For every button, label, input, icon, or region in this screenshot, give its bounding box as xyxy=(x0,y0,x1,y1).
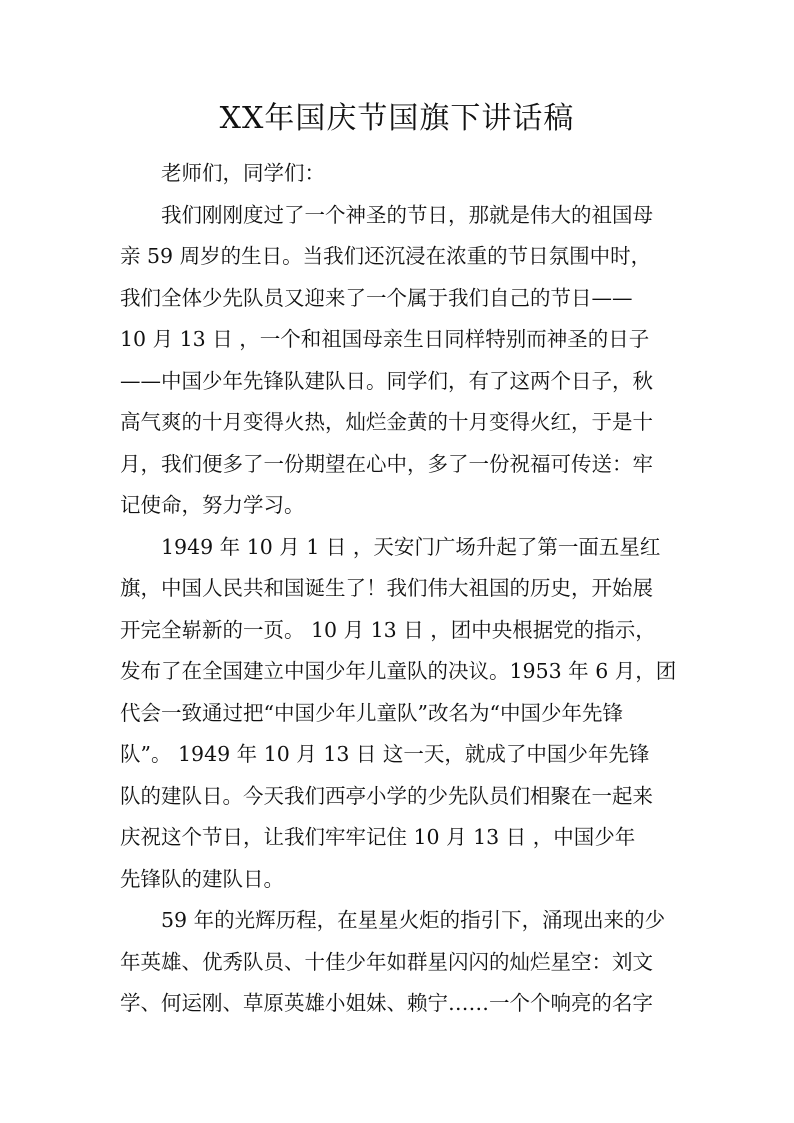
document-body xyxy=(120,153,676,1025)
document-title: XX年国庆节国旗下讲话稿 xyxy=(219,101,575,136)
text-line: 我们全体少先队员又迎来了一个属于我们自己的节日—— xyxy=(120,285,633,310)
text-line: 学、何运刚、草原英雄小姐妹、赖宁……一个个响亮的名字 xyxy=(120,991,653,1015)
text-line: 10 月 13 日 ，一个和祖国母亲生日同样特别而神圣的日子 xyxy=(120,327,650,351)
text-line: 亲 59 周岁的生日。当我们还沉浸在浓重的节日氛围中时， xyxy=(120,244,652,268)
text-line: 庆祝这个节日，让我们牢牢记住 10 月 13 日 ，中国少年 xyxy=(120,825,636,849)
text-line: 队”。 1949 年 10 月 13 日 这一天，就成了中国少年先锋 xyxy=(120,742,650,766)
text-line: 年英雄、优秀队员、十佳少年如群星闪闪的灿烂星空：刘文 xyxy=(120,949,653,974)
text-line: 老师们，同学们： xyxy=(161,161,325,185)
text-line: 队的建队日。今天我们西亭小学的少先队员们相聚在一起来 xyxy=(120,783,653,808)
text-line: 月，我们便多了一份期望在心中，多了一份祝福可传送：牢 xyxy=(120,451,653,476)
text-line: 代会一致通过把“中国少年儿童队”改名为“中国少年先锋 xyxy=(120,700,623,725)
text-line: 我们刚刚度过了一个神圣的节日，那就是伟大的祖国母 xyxy=(161,202,653,227)
text-line: 记使命，努力学习。 xyxy=(120,493,305,517)
text-line: 先锋队的建队日。 xyxy=(120,866,284,891)
text-line: 59 年的光辉历程，在星星火炬的指引下，涌现出来的少 xyxy=(161,908,666,932)
text-line: ——中国少年先锋队建队日。同学们，有了这两个日子，秋 xyxy=(120,368,653,393)
text-line: 开完全崭新的一页。 10 月 13 日 ，团中央根据党的指示， xyxy=(120,617,656,642)
text-line: 1949 年 10 月 1 日 ，天安门广场升起了第一面五星红 xyxy=(161,534,661,559)
text-line: 高气爽的十月变得火热，灿烂金黄的十月变得火红，于是十 xyxy=(120,410,653,434)
text-line: 发布了在全国建立中国少年儿童队的决议。1953 年 6 月，团 xyxy=(120,659,677,683)
text-line: 旗，中国人民共和国诞生了！我们伟大祖国的历史，开始展 xyxy=(120,576,653,600)
